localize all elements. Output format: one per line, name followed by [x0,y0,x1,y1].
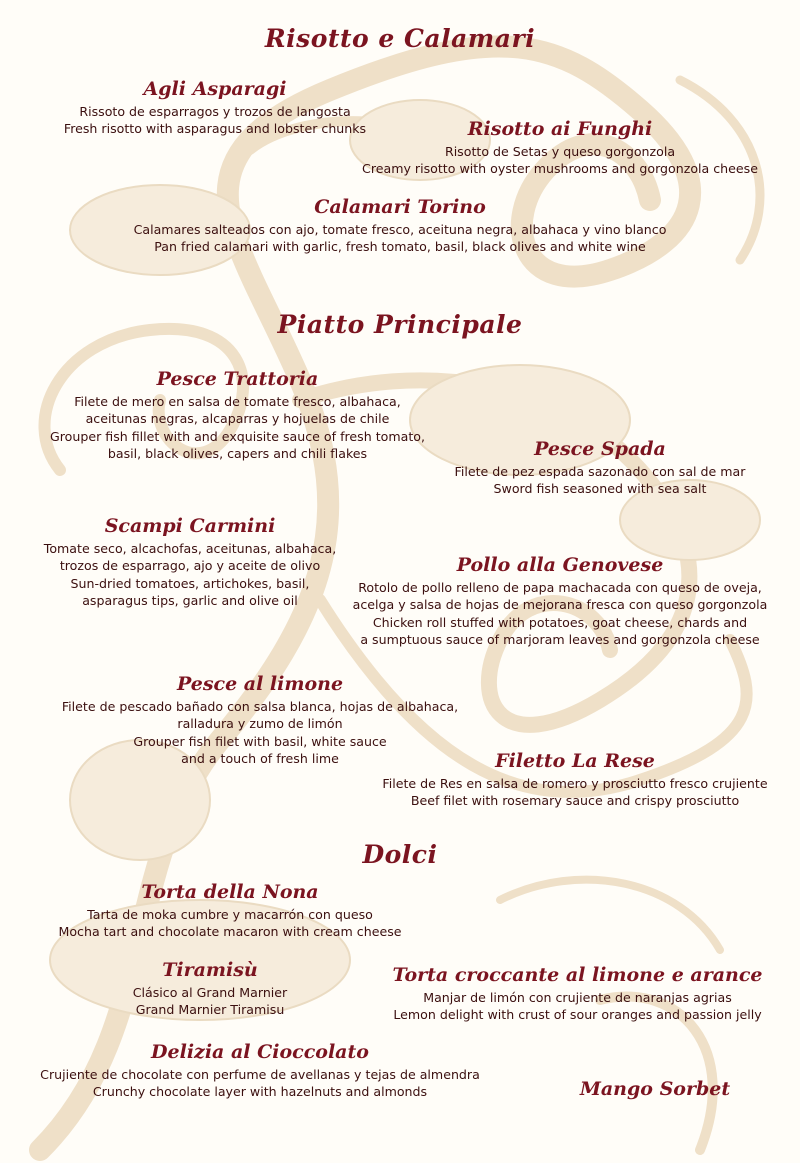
dish-pollo-genovese [325,553,795,648]
dish-line: Calamares salteados con ajo, tomate fresco, aceituna negra, albahaca y vino blanco [133,222,667,237]
dish-line: ralladura y zumo de limón [177,716,343,732]
dish-title: Pesce Spada [534,438,666,460]
dish-line: acelga y salsa de hojas de mejorana fresca con queso gorgonzola [352,597,768,613]
section-title-dolci: Dolci [362,840,438,869]
dish-title: Pesce Trattoria [156,368,319,390]
section-title-principale: Piatto Principale [277,310,523,339]
dish-title: Delizia al Cioccolato [151,1041,369,1063]
dish-line: Chicken roll stuffed with potatoes, goat cheese, chards and [372,614,748,630]
dish-line: Fresh risotto with asparagus and lobster chunks [63,121,367,137]
dish-line: basil, black olives, capers and chili flakes [107,445,368,461]
dish-pesce-spada [420,437,780,498]
dish-line: a sumptuous sauce of marjoram leaves and gorgonzola cheese [360,631,760,647]
dish-line: Tarta de moka cumbre y macarrón con queso [87,907,373,922]
dish-title: Tiramisù [162,959,258,981]
dish-title: Risotto ai Funghi [467,118,653,140]
dish-line: Crunchy chocolate layer with hazelnuts and almonds [92,1084,428,1100]
dish-title: Torta croccante al limone e arance [392,964,763,986]
dish-title: Calamari Torino [314,196,486,218]
dish-line: Manjar de limón con crujiente de naranjas agrias [423,990,732,1005]
dish-line: Beef filet with rosemary sauce and crispy prosciutto [410,793,740,809]
dish-line: Filete de pescado bañado con salsa blanca, hojas de albahaca, [61,699,459,714]
dish-torta-nona [30,880,430,941]
dish-line: Lemon delight with crust of sour oranges and passion jelly [393,1007,762,1023]
dish-line: Filete de Res en salsa de romero y prosciutto fresco crujiente [382,776,768,791]
dish-line: and a touch of fresh lime [181,750,339,766]
dish-scampi-carmini [10,514,370,609]
dish-title: Scampi Carmini [104,515,276,537]
dish-filetto-rese [360,749,790,810]
dish-line: Grand Marnier Tiramisu [135,1002,285,1018]
dish-line: Crujiente de chocolate con perfume de avellanas y tejas de almendra [40,1067,480,1082]
dish-line: Clásico al Grand Marnier [132,985,288,1000]
dish-delizia [20,1040,500,1101]
dish-line: Pan fried calamari with garlic, fresh tomato, basil, black olives and white wine [154,239,646,255]
dish-line: Rissoto de esparragos y trozos de langosta [79,104,351,119]
dish-mango-sorbet [540,1077,770,1103]
dish-line: Sword fish seasoned with sea salt [493,481,707,497]
dish-line: Grouper fish filet with basil, white sauce [133,733,387,749]
dish-title: Torta della Nona [141,881,319,903]
dish-line: Tomate seco, alcachofas, aceitunas, albahaca, [43,541,337,556]
dish-line: Filete de pez espada sazonado con sal de mar [454,464,746,479]
dish-line: Filete de mero en salsa de tomate fresco, albahaca, [74,394,401,409]
dish-line: Creamy risotto with oyster mushrooms and gorgonzola cheese [362,161,758,177]
dish-tiramisu [100,958,320,1019]
dish-calamari-torino [40,195,760,256]
dish-title: Pesce al limone [176,673,344,695]
dish-line: trozos de esparrago, ajo y aceite de olivo [59,558,321,574]
dish-line: Risotto de Setas y queso gorgonzola [444,144,676,159]
dish-line: Sun-dried tomatoes, artichokes, basil, [70,575,310,591]
dish-line: aceitunas negras, alcaparras y hojuelas de chile [85,411,390,427]
dish-line: Rotolo de pollo relleno de papa machacada con queso de oveja, [358,580,762,595]
dish-title: Agli Asparagi [143,78,287,100]
dish-title: Pollo alla Genovese [456,554,664,576]
dish-title: Mango Sorbet [579,1078,731,1100]
dish-line: asparagus tips, garlic and olive oil [82,592,298,608]
dish-torta-croccante [360,963,795,1024]
dish-title: Filetto La Rese [495,750,655,772]
dish-pesce-trattoria [30,367,445,462]
section-title-risotto: Risotto e Calamari [264,24,536,53]
dish-line: Mocha tart and chocolate macaron with cream cheese [58,924,402,940]
dish-line: Grouper fish fillet with and exquisite sauce of fresh tomato, [50,428,425,444]
dish-risotto-funghi [330,117,790,178]
